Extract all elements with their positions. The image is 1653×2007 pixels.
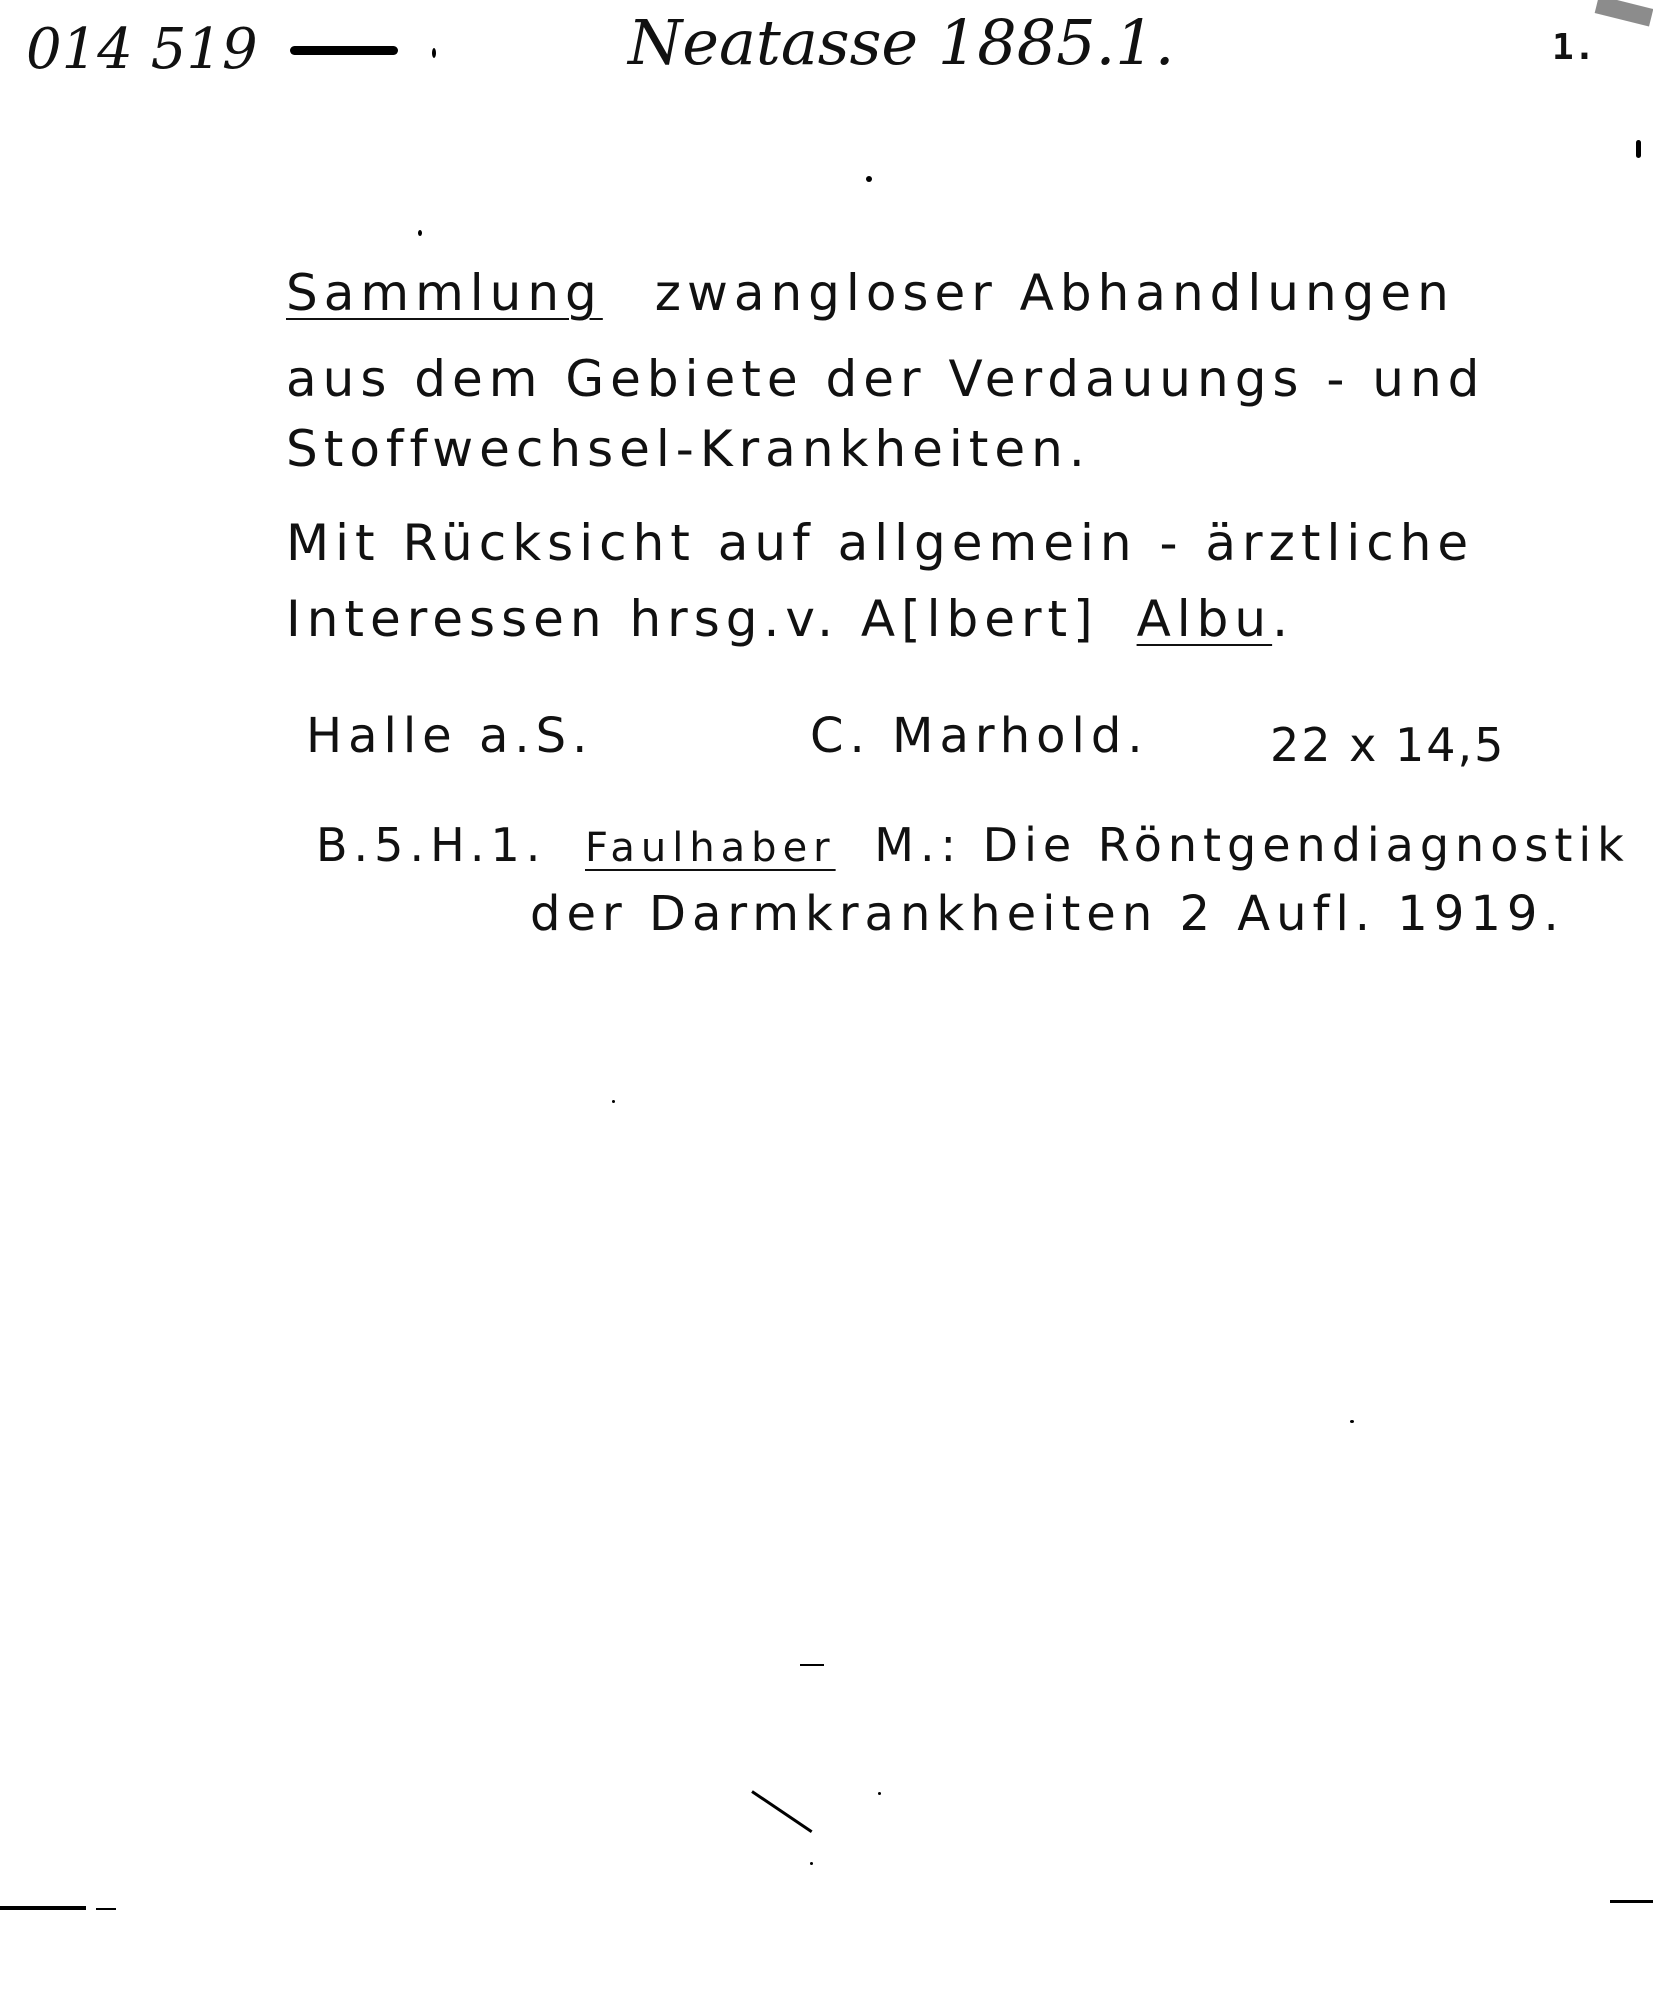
- catalog-number: 014 519: [26, 17, 258, 82]
- series-title-lead: Sammlung: [286, 264, 603, 322]
- scan-stroke-1: [800, 1664, 824, 1666]
- editor-surname: Albu: [1136, 590, 1273, 648]
- scan-stroke-5: [1610, 1900, 1653, 1903]
- imprint-place: Halle a.S.: [306, 708, 594, 764]
- volume-line-1: [316, 818, 1630, 872]
- imprint-publisher: C. Marhold.: [810, 708, 1149, 764]
- catalog-number-dash: [290, 46, 398, 55]
- series-title-line-1-rest: zwangloser Abhandlungen: [654, 264, 1455, 322]
- volume-line-2: der Darmkrankheiten 2 Aufl. 1919.: [530, 886, 1565, 942]
- volume-designation: B.5.H.1.: [316, 818, 547, 872]
- imprint-dimensions: 22 x 14,5: [1270, 718, 1506, 772]
- volume-author-surname: Faulhaber: [585, 825, 836, 871]
- shelf-mark: Neatasse 1885.1.: [628, 6, 1175, 79]
- card-index: 1.: [1552, 27, 1596, 68]
- volume-title-rest: M.: Die Röntgendiagnostik: [874, 818, 1630, 872]
- series-title-line-1: [286, 264, 1455, 322]
- subtitle-line-2: [286, 590, 1295, 648]
- scan-stroke-3: [0, 1906, 86, 1910]
- editor-statement: Interessen hrsg.v. A[lbert]: [286, 590, 1099, 648]
- scan-stroke-2: [751, 1790, 812, 1833]
- editor-statement-end: .: [1272, 590, 1295, 648]
- subtitle-line-1: Mit Rücksicht auf allgemein - ärztliche: [286, 514, 1475, 572]
- scan-corner-smudge: [1595, 0, 1653, 27]
- series-title-line-2: aus dem Gebiete der Verdauungs - und: [286, 350, 1486, 408]
- series-title-line-3: Stoffwechsel-Krankheiten.: [286, 420, 1091, 478]
- scan-stroke-4: [96, 1908, 116, 1910]
